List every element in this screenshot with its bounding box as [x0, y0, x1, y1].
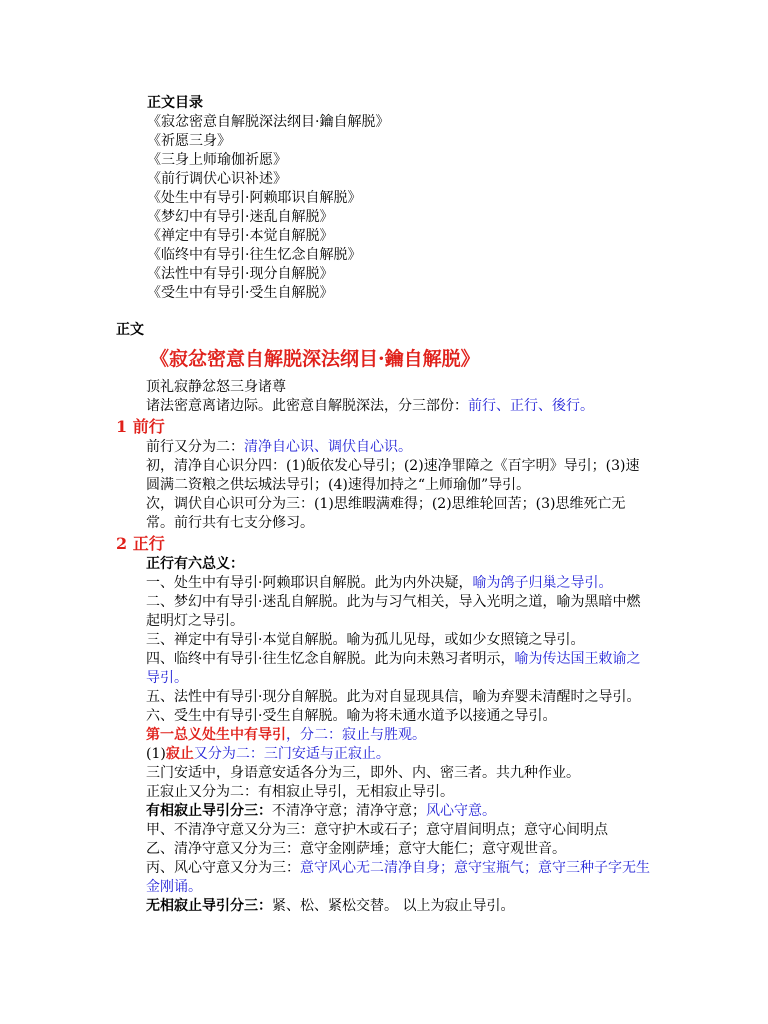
first-meaning-division: ，分二：寂止与胜观。 — [286, 727, 426, 743]
without-sign-heading — [116, 897, 652, 916]
item-four-text: 四、临终中有导引·往生忆念自解脱。此为向未熟习者明示， — [146, 651, 515, 667]
toc-item[interactable]: 《梦幻中有导引·迷乱自解脱》 — [147, 209, 334, 225]
item-five: 五、法性中有导引·现分自解脱。此为对自显现具信，喻为弃婴未清醒时之导引。 — [146, 689, 641, 705]
with-sign-text: 不清净守意；清净守意； — [272, 803, 426, 819]
item-four-highlight: 喻为传达国王敕谕之导引。 — [146, 651, 641, 686]
preliminary-paragraph — [116, 438, 652, 457]
purify-paragraph: 初，清净自心识分四：(1)皈依发心导引；(2)速净罪障之《百字明》导引；(3)速圆满二资粮之供坛城法导引；(4)速得加持之“上师瑜伽”导引。 — [146, 458, 640, 493]
with-sign-highlight: 风心守意。 — [426, 803, 496, 819]
toc-item[interactable]: 《处生中有导引·阿赖耶识自解脱》 — [147, 190, 362, 206]
impure-focus-paragraph: 甲、不清净守意又分为三：意守护木或石子；意守眉间明点；意守心间明点 — [146, 822, 608, 838]
main-title: 《寂忿密意自解脱深法纲目·鑰自解脱》 — [150, 348, 480, 370]
body-label: 正文 — [116, 322, 144, 338]
shamatha-line — [116, 745, 652, 764]
homage-line: 顶礼寂静忿怒三身诸尊 — [146, 379, 286, 395]
true-shamatha-paragraph: 正寂止又分为二：有相寂止导引，无相寂止导引。 — [146, 784, 454, 800]
table-of-contents — [147, 94, 667, 303]
toc-item[interactable]: 《法性中有导引·现分自解脱》 — [147, 266, 334, 282]
intro-highlight: 前行、正行、後行。 — [468, 398, 594, 414]
preliminary-text: 前行又分为二： — [146, 439, 244, 455]
with-sign-title: 有相寂止导引分三： — [146, 803, 272, 819]
toc-item[interactable]: 《三身上师瑜伽祈愿》 — [147, 152, 287, 168]
section-heading-preliminary: 1 前行 — [116, 417, 165, 436]
toc-item[interactable]: 《禅定中有导引·本觉自解脱》 — [147, 228, 334, 244]
without-sign-title: 无相寂止导引分三： — [146, 898, 272, 914]
item-one — [116, 574, 652, 593]
three-doors-paragraph: 三门安适中，身语意安适各分为三，即外、内、密三者。共九种作业。 — [146, 765, 580, 781]
main-practice-subheading: 正行有六总义： — [146, 556, 244, 572]
intro-paragraph — [116, 397, 652, 416]
item-three: 三、禅定中有导引·本觉自解脱。喻为孤儿见母，或如少女照镜之导引。 — [146, 632, 585, 648]
tame-paragraph: 次，调伏自心识可分为三：(1)思维暇满难得；(2)思维轮回苦；(3)思维死亡无常。前行共有七支分修习。 — [146, 496, 626, 531]
first-meaning-heading — [116, 726, 652, 745]
shamatha-term: 寂止 — [165, 746, 194, 762]
shamatha-number: (1) — [146, 746, 166, 762]
preliminary-highlight: 清净自心识、调伏自心识。 — [244, 439, 412, 455]
toc-item[interactable]: 《临终中有导引·往生忆念自解脱》 — [147, 247, 362, 263]
without-sign-text: 紧、松、紧松交替。 以上为寂止导引。 — [272, 898, 515, 914]
toc-item[interactable]: 《受生中有导引·受生自解脱》 — [147, 285, 334, 301]
item-six: 六、受生中有导引·受生自解脱。喻为将未通水道予以接通之导引。 — [146, 708, 557, 724]
item-one-highlight: 喻为鸽子归巢之导引。 — [472, 575, 613, 591]
shamatha-division: 又分为二：三门安适与正寂止。 — [193, 746, 390, 762]
pure-focus-paragraph: 乙、清净守意又分为三：意守金刚萨埵；意守大能仁；意守观世音。 — [146, 841, 566, 857]
intro-text: 诸法密意离诸边际。此密意自解脱深法，分三部份： — [146, 398, 468, 414]
item-two: 二、梦幻中有导引·迷乱自解脱。此为与习气相关，导入光明之道，喻为黑暗中燃起明灯之导引。 — [146, 594, 641, 629]
wind-mind-highlight: 意守风心无二清净自身；意守宝瓶气；意守三种子字无生金刚诵。 — [146, 860, 650, 895]
wind-mind-text: 丙、风心守意又分为三： — [146, 860, 300, 876]
section-heading-main-practice: 2 正行 — [116, 534, 165, 553]
with-sign-heading — [116, 802, 652, 821]
item-four — [116, 650, 652, 688]
toc-item[interactable]: 《祈愿三身》 — [147, 133, 231, 149]
item-one-text: 一、处生中有导引·阿赖耶识自解脱。此为内外决疑， — [146, 575, 473, 591]
document-body — [116, 378, 652, 916]
first-meaning-title: 第一总义处生中有导引 — [146, 727, 286, 743]
wind-mind-paragraph — [116, 859, 652, 897]
toc-title: 正文目录 — [147, 95, 203, 111]
toc-item[interactable]: 《前行调伏心识补述》 — [147, 171, 287, 187]
toc-item[interactable]: 《寂忿密意自解脱深法纲目·鑰自解脱》 — [147, 114, 390, 130]
